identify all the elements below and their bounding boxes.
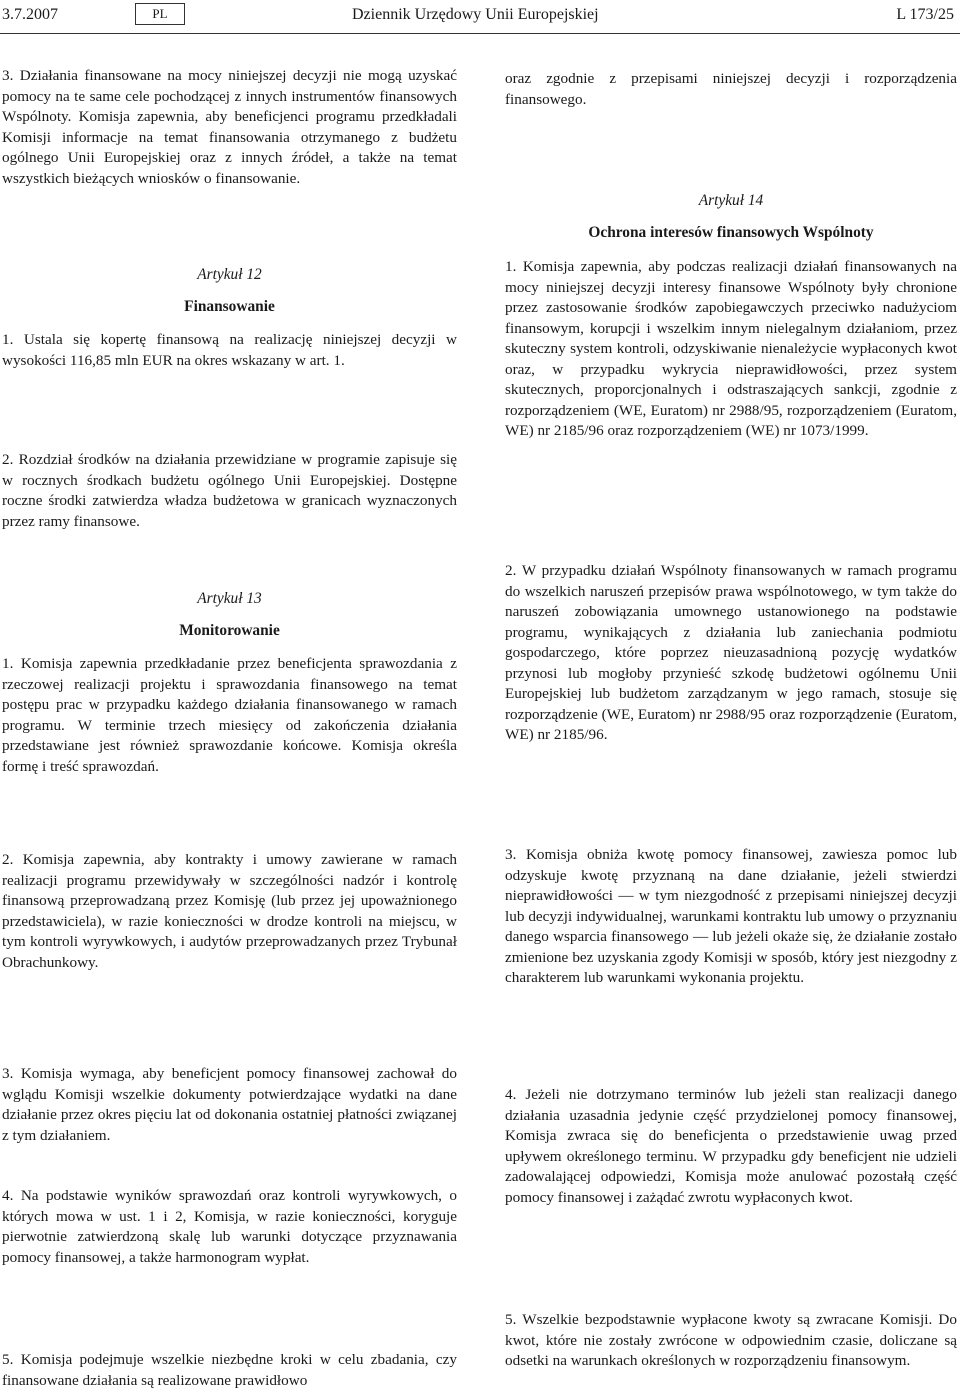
article-13-title: Monitorowanie (179, 622, 280, 639)
page-reference: L 173/25 (896, 6, 954, 23)
header-rule (0, 33, 960, 34)
journal-title: Dziennik Urzędowy Unii Europejskiej (352, 6, 599, 23)
article-14-paragraph-3: 3. Komisja obniża kwotę pomocy finansowej, zawiesza pomoc lub odzyskuje kwotę przyznaną na dane działanie, jeżeli stwierdzi nieprawidłowości — w tym niezgodność z przepisami niniejszej decyzji lub decyzji indywidualnej, warunkami kontraktu lub umowy o przyznaniu danego wsparcia finansowego — lub jeżeli okaże się, że działanie zostało zmienione bez uzyskania zgody Komisji w sposób, który jest niezgodny z charakterem lub warunkami wykonania projektu. (505, 846, 957, 986)
article-13-paragraph-5: 5. Komisja podejmuje wszelkie niezbędne kroki w celu zbadania, czy finansowane działania są realizowane prawidłowo (2, 1351, 457, 1389)
article-14-paragraph-4: 4. Jeżeli nie dotrzymano terminów lub jeżeli stan realizacji danego działania uzasadnia jedynie część przydzielonej pomocy finansowej, Komisja zwraca się do beneficjenta o przedstawienie uwag przed upływem określonego terminu. W przypadku gdy beneficjent nie udzieli zadowalającej odpowiedzi, Komisja może anulować pozostałą część pomocy finansowej i zażądać zwrotu wypłaconych kwot. (505, 1086, 957, 1206)
article-13-number: Artykuł 13 (197, 590, 262, 607)
article-13-paragraph-2: 2. Komisja zapewnia, aby kontrakty i umowy zawierane w ramach realizacji programu przewidywały w szczególności nadzór i kontrolę finansową przeprowadzaną przez Komisję (lub przez jej upoważnionego przedstawiciela), w razie konieczności w drodze kontroli na miejscu, w tym kontroli wyrywkowych, i audytów przeprowadzanych przez Trybunał Obrachunkowy. (2, 851, 457, 971)
language-badge: PL (135, 3, 185, 25)
article-14-paragraph-1: 1. Komisja zapewnia, aby podczas realizacji działań finansowanych na mocy niniejszej decyzji interesy finansowe Wspólnoty były chronione przez zastosowanie środków zapobiegawczych przeciwko nadużyciom finansowym, korupcji i wszelkim innym nielegalnym działaniom, przez skuteczny system kontroli, odzyskiwanie nienależycie wypłaconych kwot oraz, w przypadku wykrycia nieprawidłowości, przez system skutecznych, proporcjonalnych i odstraszających sankcji, zgodnie z rozporządzeniem (WE, Euratom) nr 2988/95, rozporządzeniem (Euratom, WE) nr 2185/96 oraz rozporządzeniem (WE) nr 1073/1999. (505, 258, 957, 439)
article-14-title: Ochrona interesów finansowych Wspólnoty (588, 224, 874, 241)
issue-date: 3.7.2007 (2, 6, 58, 23)
article-14-paragraph-2: 2. W przypadku działań Wspólnoty finansowanych w ramach programu do wszelkich naruszeń przepisów prawa wspólnotowego, w tym także do naruszeń zobowiązania umownego ustanowionego na podstawie programu, wynikających z działania lub zaniechania podmiotu gospodarczego, które poprzez nieuzasadnioną pozycję wydatków przynosi lub mogłoby przynieść szkodę budżetowi ogólnemu Unii Europejskiej lub budżetom zarządzanym w jego ramach, stosuje się rozporządzenie (WE, Euratom) nr 2988/95 oraz rozporządzenie (Euratom, WE) nr 2185/96. (505, 562, 957, 743)
article-13-paragraph-3: 3. Komisja wymaga, aby beneficjent pomocy finansowej zachował do wglądu Komisji wszelkie dokumenty potwierdzające wydatki na dane działanie przez okres pięciu lat od dokonania ostatniej płatności związanej z tym działaniem. (2, 1065, 457, 1144)
page-header (0, 0, 960, 34)
article-13-paragraph-5-continued: oraz zgodnie z przepisami niniejszej decyzji i rozporządzenia finansowego. (505, 70, 957, 108)
article-12-number: Artykuł 12 (197, 266, 262, 283)
article-12-paragraph-2: 2. Rozdział środków na działania przewidziane w programie zapisuje się w rocznych środkach budżetu ogólnego Unii Europejskiej. Dostępne roczne środki zatwierdza władza budżetowa w granicach wyznaczonych przez ramy finansowe. (2, 451, 457, 530)
article-13-paragraph-4: 4. Na podstawie wyników sprawozdań oraz kontroli wyrywkowych, o których mowa w ust. 1 i 2, Komisja, w razie konieczności, koryguje pierwotnie zatwierdzoną skalę lub warunki dotyczące przyznawania pomocy finansowej, a także harmonogram wypłat. (2, 1187, 457, 1266)
article-14-number: Artykuł 14 (698, 192, 764, 209)
article-12-paragraph-1: 1. Ustala się kopertę finansową na realizację niniejszej decyzji w wysokości 116,85 mln EUR na okres wskazany w art. 1. (2, 331, 457, 369)
article-13-paragraph-1: 1. Komisja zapewnia przedkładanie przez beneficjenta sprawozdania z rzeczowej realizacji projektu i sprawozdania finansowego na temat postępu prac w przypadku każdego działania finansowanego w ramach programu. W terminie trzech miesięcy od zakończenia działania przedstawiane jest również sprawozdanie końcowe. Komisja określa formę i treść sprawozdań. (2, 655, 457, 775)
paragraph-11-3: 3. Działania finansowane na mocy niniejszej decyzji nie mogą uzyskać pomocy na te same cele pochodzącej z innych instrumentów finansowych Wspólnoty. Komisja zapewnia, aby beneficjenci programu przedkładali Komisji informacje na temat finansowania otrzymanego z budżetu ogólnego Unii Europejskiej oraz z innych źródeł, a także na temat wszystkich bieżących wniosków o finansowanie. (2, 67, 457, 187)
article-14-paragraph-5: 5. Wszelkie bezpodstawnie wypłacone kwoty są zwracane Komisji. Do kwot, które nie zostały zwrócone w odpowiednim czasie, doliczane są odsetki na warunkach określonych w rozporządzeniu finansowym. (505, 1311, 957, 1369)
article-12-title: Finansowanie (184, 298, 275, 315)
